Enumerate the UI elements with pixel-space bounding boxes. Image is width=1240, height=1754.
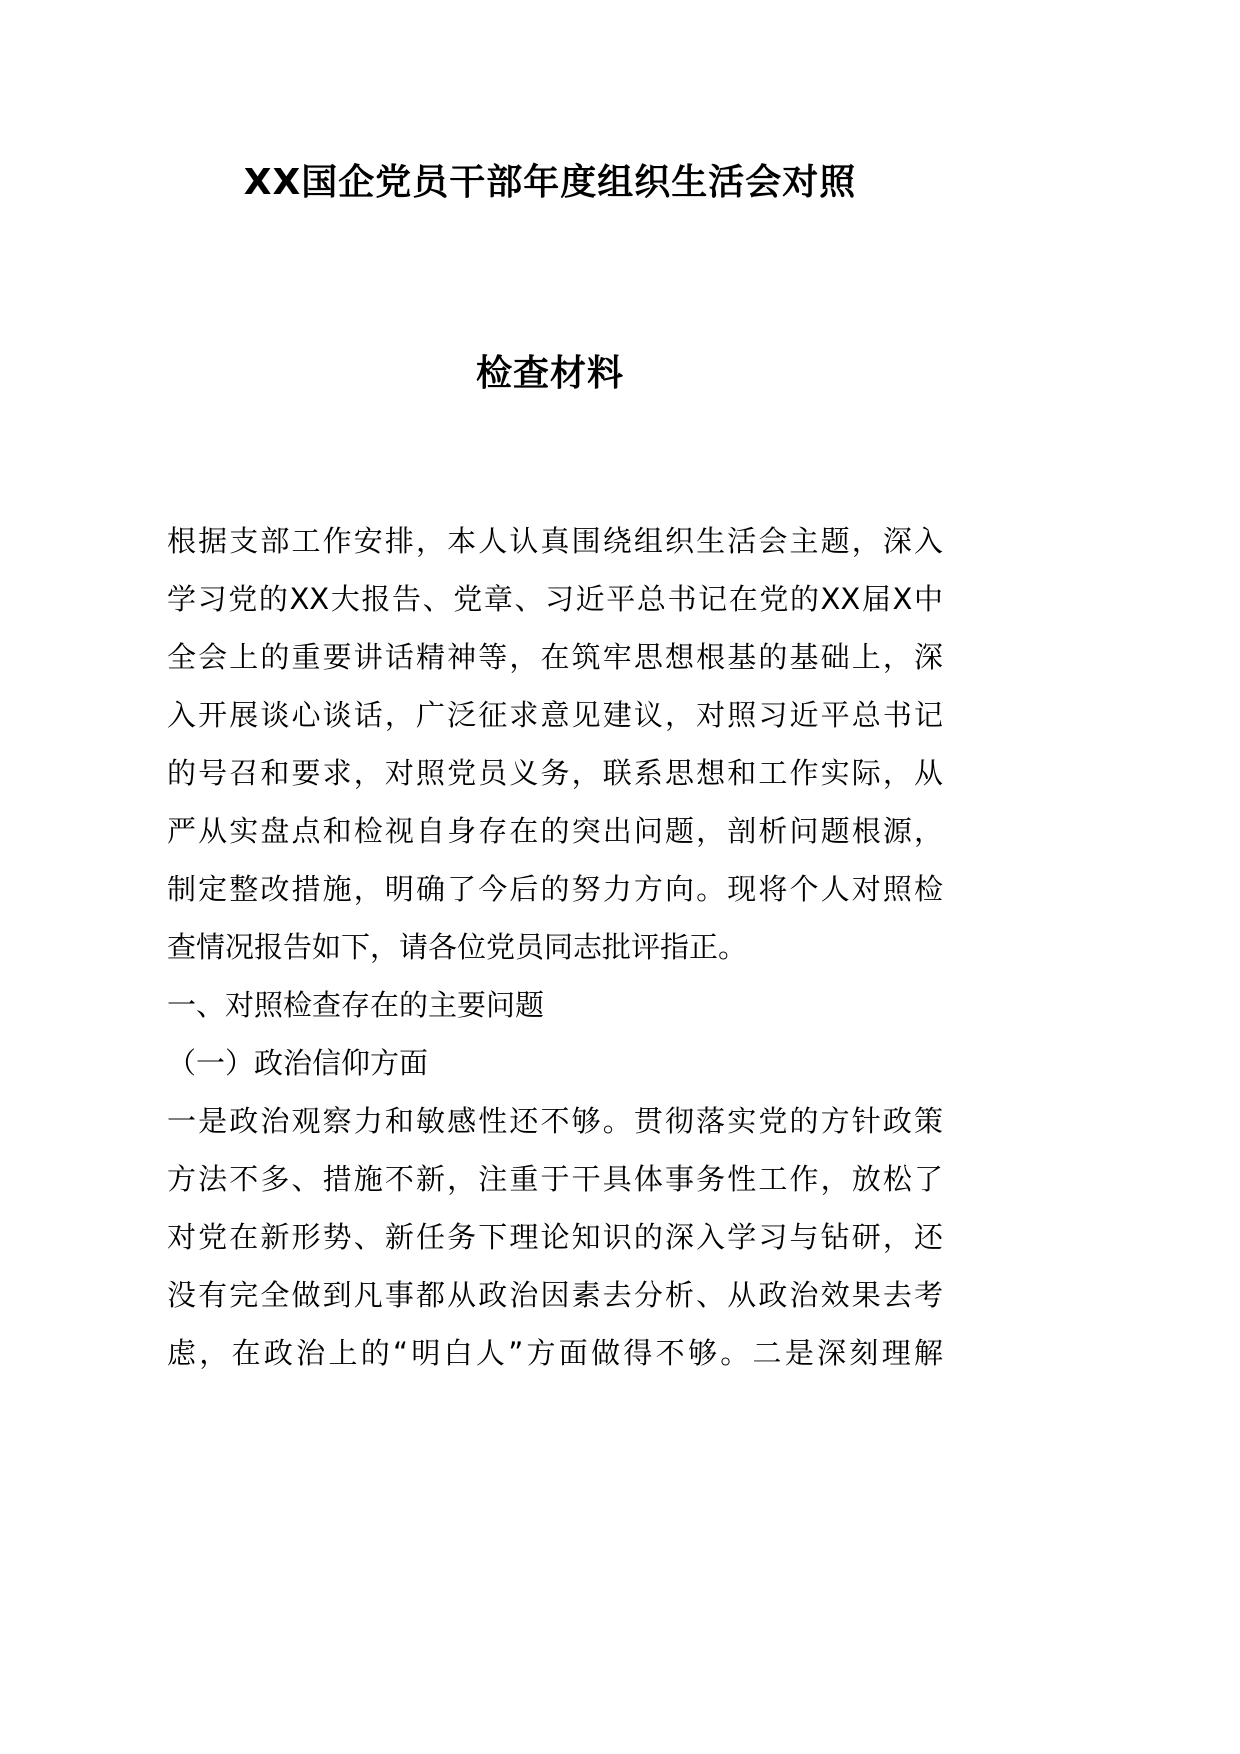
body-line: 全会上的重要讲话精神等，在筑牢思想根基的基础上，深 <box>167 640 943 674</box>
body-line: 的号召和要求，对照党员义务，联系思想和工作实际，从 <box>167 756 943 790</box>
body-line: 根据支部工作安排，本人认真围绕组织生活会主题，深入 <box>167 524 943 558</box>
document-title-line-1: XX国企党员干部年度组织生活会对照 <box>243 162 857 203</box>
document-body <box>167 512 943 1382</box>
section-heading: 一、对照检查存在的主要问题 <box>167 988 545 1022</box>
body-line: 对党在新形势、新任务下理论知识的深入学习与钻研，还 <box>167 1220 943 1254</box>
body-line: 虑，在政治上的“明白人”方面做得不够。二是深刻理解 <box>167 1336 943 1370</box>
body-line: 查情况报告如下，请各位党员同志批评指正。 <box>167 930 748 964</box>
body-line: 学习党的XX大报告、党章、习近平总书记在党的XX届X中 <box>167 582 943 616</box>
body-line: 严从实盘点和检视自身存在的突出问题，剖析问题根源， <box>167 814 943 848</box>
body-line: 一是政治观察力和敏感性还不够。贯彻落实党的方针政策 <box>167 1104 943 1138</box>
document-title-line-2: 检查材料 <box>475 353 624 394</box>
body-line: 没有完全做到凡事都从政治因素去分析、从政治效果去考 <box>167 1278 943 1312</box>
body-line: 入开展谈心谈话，广泛征求意见建议，对照习近平总书记 <box>167 698 943 732</box>
subsection-heading: （一）政治信仰方面 <box>167 1046 429 1080</box>
body-line: 方法不多、措施不新，注重于干具体事务性工作，放松了 <box>167 1162 943 1196</box>
body-line: 制定整改措施，明确了今后的努力方向。现将个人对照检 <box>167 872 943 906</box>
